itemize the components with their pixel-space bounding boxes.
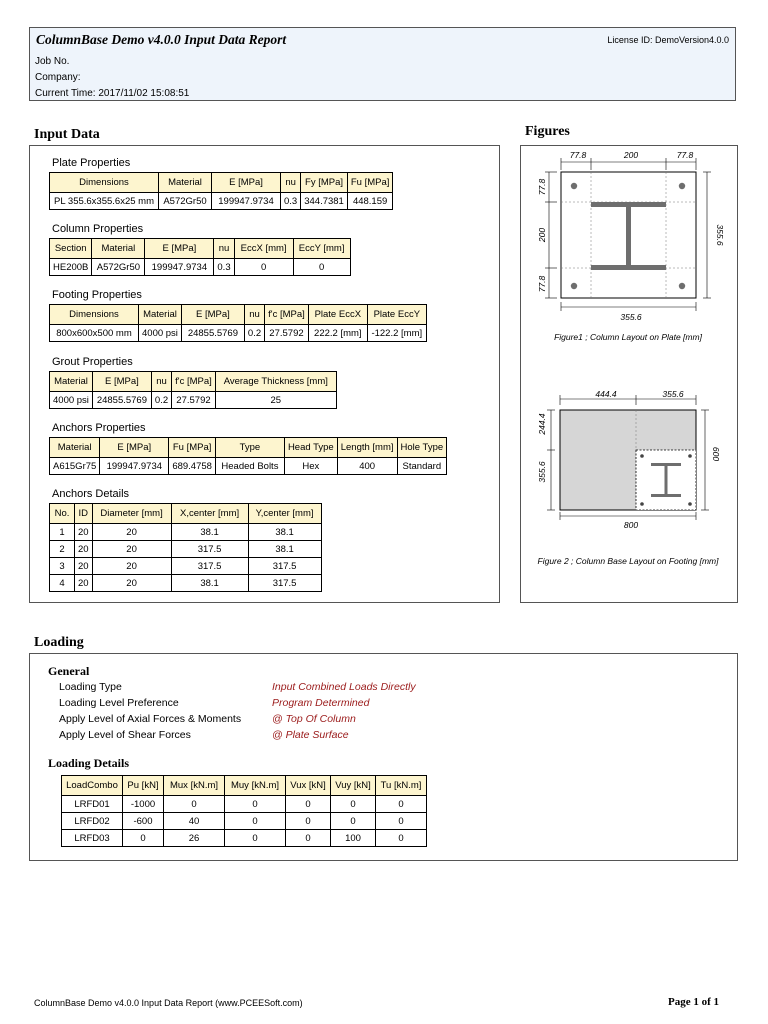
current-time: Current Time: 2017/11/02 15:08:51 <box>35 88 190 99</box>
table-header: No. <box>50 504 75 524</box>
grout-properties-label: Grout Properties <box>52 356 133 368</box>
table-cell: Headed Bolts <box>215 458 284 475</box>
anchors-details-table <box>49 503 322 592</box>
table-cell: 0 <box>293 259 350 276</box>
general-title: General <box>48 664 90 678</box>
table-cell: PL 355.6x355.6x25 mm <box>50 193 159 210</box>
table-header: E [MPa] <box>145 239 214 259</box>
figure2-footing-layout <box>537 389 721 566</box>
table-cell: 27.5792 <box>265 325 309 342</box>
table-cell: 317.5 <box>248 575 321 592</box>
table-cell: 0.3 <box>281 193 301 210</box>
table-cell: 800x600x500 mm <box>50 325 139 342</box>
table-cell: 689.4758 <box>169 458 216 475</box>
table-header: Tu [kN.m] <box>376 776 427 796</box>
table-header: E [MPa] <box>181 305 244 325</box>
table-header: Fy [MPa] <box>301 173 348 193</box>
table-header: Dimensions <box>50 305 139 325</box>
table-row <box>50 558 322 575</box>
table-row <box>50 524 322 541</box>
figure2-caption: Figure 2 ; Column Base Layout on Footing [mm] <box>537 556 719 566</box>
loading-title: Loading <box>34 635 84 650</box>
table-header-row <box>62 776 427 796</box>
fig1-top-dim: 200 <box>623 150 639 160</box>
table-cell: 0 <box>234 259 293 276</box>
table-cell: 0.2 <box>151 392 171 409</box>
table-cell: 199947.9734 <box>145 259 214 276</box>
table-header: nu <box>244 305 264 325</box>
table-cell: -600 <box>123 813 164 830</box>
fig2-left-dim: 355.6 <box>537 461 547 483</box>
table-header: Muy [kN.m] <box>225 776 286 796</box>
table-cell: A572Gr50 <box>92 259 145 276</box>
table-header: nu <box>281 173 301 193</box>
table-header-row <box>50 504 322 524</box>
table-cell: 0 <box>376 796 427 813</box>
fig1-top-dim: 77.8 <box>569 150 587 160</box>
table-cell: 448.159 <box>347 193 393 210</box>
table-row <box>50 259 351 276</box>
table-header: Vuy [kN] <box>331 776 376 796</box>
figure1-caption: Figure1 ; Column Layout on Plate [mm] <box>554 332 702 342</box>
table-cell: 4 <box>50 575 75 592</box>
table-cell: LRFD03 <box>62 830 123 847</box>
table-header: Plate EccX <box>308 305 367 325</box>
fig2-top-dim: 355.6 <box>662 389 684 399</box>
column-properties-table <box>49 238 351 276</box>
table-header-row <box>50 239 351 259</box>
table-header: LoadCombo <box>62 776 123 796</box>
shear-level-value: @ Plate Surface <box>272 729 349 741</box>
table-cell: LRFD01 <box>62 796 123 813</box>
license-id: License ID: DemoVersion4.0.0 <box>607 35 729 45</box>
loading-type-label: Loading Type <box>59 681 122 693</box>
table-cell: 4000 psi <box>139 325 182 342</box>
column-properties-label: Column Properties <box>52 223 144 235</box>
anchor-bolt <box>640 502 644 506</box>
table-header-row <box>50 372 337 392</box>
anchor-bolt <box>679 283 685 289</box>
table-header: Vux [kN] <box>286 776 331 796</box>
table-cell: 100 <box>331 830 376 847</box>
figures-title: Figures <box>525 124 570 139</box>
loading-level-label: Loading Level Preference <box>59 697 179 709</box>
table-cell: 0.2 <box>244 325 264 342</box>
plate-properties-label: Plate Properties <box>52 157 131 169</box>
table-cell: 400 <box>337 458 397 475</box>
report-title: ColumnBase Demo v4.0.0 Input Data Report <box>36 32 287 47</box>
table-cell: 0 <box>225 796 286 813</box>
table-row <box>50 193 393 210</box>
table-cell: 222.2 [mm] <box>308 325 367 342</box>
table-header: Material <box>50 372 93 392</box>
table-header: Material <box>92 239 145 259</box>
table-cell: 0 <box>225 813 286 830</box>
table-cell: 0 <box>331 796 376 813</box>
fig2-bottom-dim: 800 <box>623 520 639 530</box>
table-cell: 0 <box>164 796 225 813</box>
table-cell: 20 <box>92 541 171 558</box>
page-prefix: Page <box>668 996 691 1008</box>
fig1-left-dim: 200 <box>537 227 547 243</box>
table-cell: Standard <box>397 458 447 475</box>
table-cell: 26 <box>164 830 225 847</box>
anchors-properties-label: Anchors Properties <box>52 422 146 434</box>
table-cell: 0 <box>123 830 164 847</box>
shear-level-label: Apply Level of Shear Forces <box>59 729 191 741</box>
table-row <box>50 325 427 342</box>
table-header: Head Type <box>284 438 337 458</box>
anchor-bolt <box>571 283 577 289</box>
fig2-right-dim: 600 <box>711 446 721 462</box>
table-cell: -122.2 [mm] <box>367 325 426 342</box>
table-cell: 24855.5769 <box>92 392 151 409</box>
table-header: E [MPa] <box>212 173 281 193</box>
table-cell: 0 <box>286 813 331 830</box>
loading-type-value: Input Combined Loads Directly <box>272 681 416 693</box>
table-cell: 0 <box>331 813 376 830</box>
figure1-plate-layout <box>537 150 725 342</box>
anchors-properties-table <box>49 437 447 475</box>
plate-properties-table <box>49 172 393 210</box>
table-header: Type <box>215 438 284 458</box>
table-header: Pu [kN] <box>123 776 164 796</box>
table-row <box>62 796 427 813</box>
table-header: E [MPa] <box>100 438 169 458</box>
page-number <box>668 996 719 1008</box>
table-cell: 20 <box>75 575 93 592</box>
table-header: Fu [MPa] <box>169 438 216 458</box>
table-cell: 344.7381 <box>301 193 348 210</box>
table-cell: HE200B <box>50 259 92 276</box>
table-header: Fu [MPa] <box>347 173 393 193</box>
table-header: EccX [mm] <box>234 239 293 259</box>
page-of: of <box>701 996 711 1008</box>
loading-details-table <box>61 775 427 847</box>
table-cell: 0 <box>376 830 427 847</box>
table-cell: Hex <box>284 458 337 475</box>
table-header: Section <box>50 239 92 259</box>
table-cell: 20 <box>75 558 93 575</box>
anchor-bolt <box>571 183 577 189</box>
table-cell: -1000 <box>123 796 164 813</box>
table-header: nu <box>151 372 171 392</box>
table-header: Y,center [mm] <box>248 504 321 524</box>
company: Company: <box>35 72 81 83</box>
table-row <box>50 458 447 475</box>
table-cell: A615Gr75 <box>50 458 100 475</box>
table-cell: 24855.5769 <box>181 325 244 342</box>
table-cell: 4000 psi <box>50 392 93 409</box>
grout-properties-table <box>49 371 337 409</box>
table-row <box>62 830 427 847</box>
table-header: nu <box>214 239 234 259</box>
job-number: Job No. <box>35 56 70 67</box>
loading-level-value: Program Determined <box>272 697 370 709</box>
table-cell: 20 <box>92 575 171 592</box>
page-total: 1 <box>713 996 720 1008</box>
table-cell: 38.1 <box>248 524 321 541</box>
fig1-right-dim: 355.6 <box>715 224 725 246</box>
table-header: Dimensions <box>50 173 159 193</box>
anchor-bolt <box>688 502 692 506</box>
table-header: E [MPa] <box>92 372 151 392</box>
table-header: Material <box>159 173 212 193</box>
table-header: Plate EccY <box>367 305 426 325</box>
fig1-left-dim: 77.8 <box>537 275 547 293</box>
table-cell: 317.5 <box>171 541 248 558</box>
table-header-row <box>50 173 393 193</box>
table-cell: 40 <box>164 813 225 830</box>
table-cell: 1 <box>50 524 75 541</box>
anchor-bolt <box>640 454 644 458</box>
fig1-top-dim: 77.8 <box>676 150 694 160</box>
table-cell: 317.5 <box>248 558 321 575</box>
table-cell: 38.1 <box>171 575 248 592</box>
input-data-title: Input Data <box>34 127 100 142</box>
fig2-top-dim: 444.4 <box>595 389 617 399</box>
table-cell: 0 <box>286 830 331 847</box>
loading-details-title: Loading Details <box>48 756 130 770</box>
table-cell: 25 <box>215 392 336 409</box>
table-cell: 38.1 <box>248 541 321 558</box>
table-cell: 0.3 <box>214 259 234 276</box>
page-current: 1 <box>693 996 699 1008</box>
table-cell: 3 <box>50 558 75 575</box>
anchor-bolt <box>688 454 692 458</box>
table-cell: 27.5792 <box>172 392 216 409</box>
axial-level-value: @ Top Of Column <box>272 713 356 725</box>
table-cell: 199947.9734 <box>100 458 169 475</box>
fig2-left-dim: 244.4 <box>537 413 547 435</box>
table-cell: 317.5 <box>171 558 248 575</box>
table-cell: 199947.9734 <box>212 193 281 210</box>
table-cell: 20 <box>92 524 171 541</box>
footer-text: ColumnBase Demo v4.0.0 Input Data Report (www.PCEESoft.com) <box>34 998 303 1008</box>
table-cell: 20 <box>92 558 171 575</box>
table-header: f'c [MPa] <box>172 372 216 392</box>
table-row <box>50 392 337 409</box>
table-row <box>50 575 322 592</box>
table-cell: 0 <box>376 813 427 830</box>
table-cell: 20 <box>75 524 93 541</box>
table-row <box>50 541 322 558</box>
table-cell: 0 <box>225 830 286 847</box>
anchors-details-label: Anchors Details <box>52 488 130 500</box>
table-header: Mux [kN.m] <box>164 776 225 796</box>
report-header <box>29 27 736 101</box>
table-cell: 0 <box>286 796 331 813</box>
table-header-row <box>50 305 427 325</box>
table-header: Length [mm] <box>337 438 397 458</box>
table-header: X,center [mm] <box>171 504 248 524</box>
table-header: Material <box>50 438 100 458</box>
figures-drawing <box>521 146 737 602</box>
axial-level-label: Apply Level of Axial Forces & Moments <box>59 713 242 725</box>
table-header: Average Thickness [mm] <box>215 372 336 392</box>
table-cell: LRFD02 <box>62 813 123 830</box>
table-header: ID <box>75 504 93 524</box>
table-header-row <box>50 438 447 458</box>
table-row <box>62 813 427 830</box>
table-header: Hole Type <box>397 438 447 458</box>
footing-properties-table <box>49 304 427 342</box>
table-cell: 20 <box>75 541 93 558</box>
fig1-bottom-dim: 355.6 <box>620 312 642 322</box>
table-cell: 38.1 <box>171 524 248 541</box>
table-header: Diameter [mm] <box>92 504 171 524</box>
table-header: EccY [mm] <box>293 239 350 259</box>
table-header: Material <box>139 305 182 325</box>
table-cell: 2 <box>50 541 75 558</box>
fig1-left-dim: 77.8 <box>537 178 547 196</box>
table-header: f'c [MPa] <box>265 305 309 325</box>
footing-properties-label: Footing Properties <box>52 289 142 301</box>
anchor-bolt <box>679 183 685 189</box>
table-cell: A572Gr50 <box>159 193 212 210</box>
